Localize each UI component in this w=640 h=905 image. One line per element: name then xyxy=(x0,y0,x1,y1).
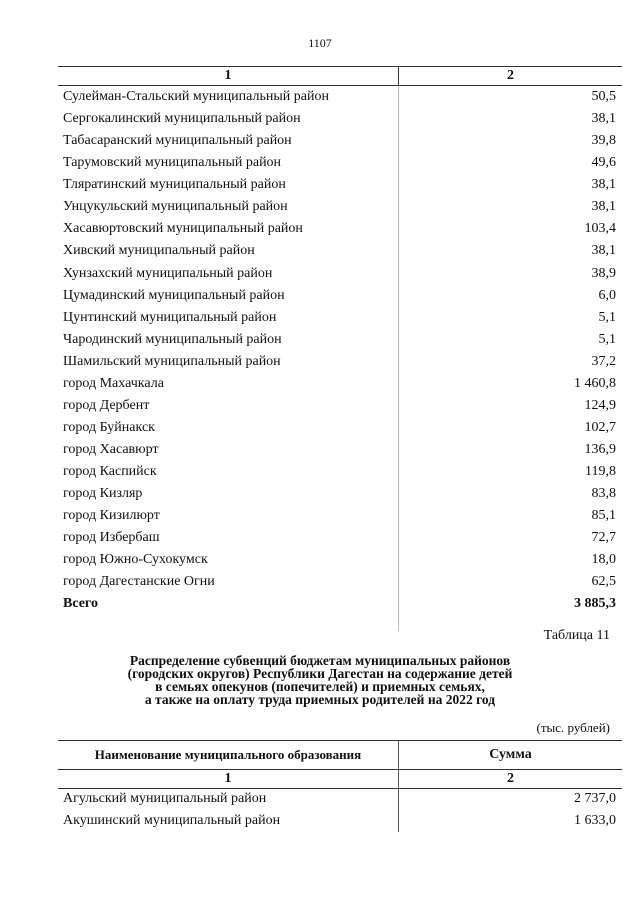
column-number-2: 2 xyxy=(507,771,514,786)
table-2 xyxy=(58,740,622,829)
table-row xyxy=(58,196,622,218)
table-row xyxy=(58,505,622,527)
total-label: Всего xyxy=(63,596,98,612)
row-name: Унцукульский муниципальный район xyxy=(63,199,288,215)
row-name: город Каспийск xyxy=(63,464,157,480)
table-row xyxy=(58,439,622,461)
table-caption xyxy=(80,654,560,706)
row-name: Сулейман-Стальский муниципальный район xyxy=(63,89,329,104)
row-value: 6,0 xyxy=(598,287,616,303)
row-value: 1 460,8 xyxy=(574,375,616,391)
table-row xyxy=(58,218,622,240)
row-value: 72,7 xyxy=(591,530,616,546)
row-name: Чародинский муниципальный район xyxy=(63,331,282,347)
row-name: Сергокалинский муниципальный район xyxy=(63,111,301,127)
row-value: 37,2 xyxy=(591,353,616,369)
row-name: Акушинский муниципальный район xyxy=(63,813,281,829)
row-name: город Кизилюрт xyxy=(63,508,160,524)
table-2-column-numbers xyxy=(58,770,622,789)
table-1 xyxy=(58,66,622,612)
table-row xyxy=(58,108,622,130)
row-value: 102,7 xyxy=(584,419,616,435)
row-value: 50,5 xyxy=(591,89,616,104)
table-row xyxy=(58,417,622,439)
table-1-body xyxy=(58,86,622,616)
table-row xyxy=(58,263,622,285)
row-value: 38,1 xyxy=(591,243,616,259)
row-name: Тарумовский муниципальный район xyxy=(63,155,282,171)
row-value: 5,1 xyxy=(598,331,616,347)
table-row xyxy=(58,395,622,417)
row-name: город Избербаш xyxy=(63,530,160,546)
row-name: Хунзахский муниципальный район xyxy=(63,265,273,281)
table-row xyxy=(58,788,622,810)
row-name: город Хасавюрт xyxy=(63,442,159,457)
row-value: 18,0 xyxy=(591,552,616,568)
table-row xyxy=(58,810,622,832)
row-name: Цумадинский муниципальный район xyxy=(63,287,285,303)
row-value: 2 737,0 xyxy=(574,791,616,806)
caption-line: (городских округов) Республики Дагестан на содержание детей xyxy=(127,666,513,681)
table-label: Таблица 11 xyxy=(543,628,610,643)
row-value: 38,9 xyxy=(591,265,616,281)
caption-line: в семьях опекунов (попечителей) и приемных семьях, xyxy=(155,679,485,694)
row-value: 62,5 xyxy=(591,574,616,590)
row-value: 103,4 xyxy=(584,221,616,237)
row-name: город Кизляр xyxy=(63,486,143,502)
row-value: 119,8 xyxy=(585,464,616,480)
units-label: (тыс. рублей) xyxy=(536,720,610,735)
column-header-sum: Сумма xyxy=(489,747,532,762)
table-row xyxy=(58,373,622,395)
table-row xyxy=(58,461,622,483)
row-value: 5,1 xyxy=(598,309,616,325)
row-value: 38,1 xyxy=(591,199,616,215)
table-row xyxy=(58,285,622,307)
row-name: город Южно-Сухокумск xyxy=(63,552,208,568)
row-value: 1 633,0 xyxy=(574,813,616,829)
page-number: 1107 xyxy=(308,36,332,50)
row-name: город Дербент xyxy=(63,397,150,413)
table-row xyxy=(58,174,622,196)
row-value: 49,6 xyxy=(591,155,616,171)
table-row xyxy=(58,240,622,262)
table-1-col2-number: 2 xyxy=(507,68,514,83)
row-value: 38,1 xyxy=(591,111,616,127)
table-row xyxy=(58,130,622,152)
row-value: 83,8 xyxy=(591,486,616,502)
row-value: 38,1 xyxy=(591,177,616,193)
caption-line: а также на оплату труда приемных родителей на 2022 год xyxy=(144,692,496,707)
table-row xyxy=(58,307,622,329)
table-row xyxy=(58,329,622,351)
caption-line: Распределение субвенций бюджетам муниципальных районов xyxy=(129,653,511,668)
table-row xyxy=(58,152,622,174)
row-value: 39,8 xyxy=(591,133,616,149)
row-name: Агульский муниципальный район xyxy=(63,791,267,806)
row-name: город Махачкала xyxy=(63,375,164,391)
table-row xyxy=(58,86,622,108)
table-row xyxy=(58,483,622,505)
table-2-header xyxy=(58,740,622,770)
row-name: Табасаранский муниципальный район xyxy=(63,133,292,149)
column-number-1: 1 xyxy=(224,771,232,786)
table-row xyxy=(58,351,622,373)
row-name: Хивский муниципальный район xyxy=(63,243,255,259)
row-value: 85,1 xyxy=(591,508,616,524)
total-value: 3 885,3 xyxy=(574,596,616,612)
row-name: Шамильский муниципальный район xyxy=(63,353,281,369)
row-name: город Буйнакск xyxy=(63,419,155,435)
row-name: Тляратинский муниципальный район xyxy=(63,177,286,193)
table-row xyxy=(58,571,622,593)
row-name: Хасавюртовский муниципальный район xyxy=(63,221,303,237)
table-2-body xyxy=(58,788,622,832)
row-name: город Дагестанские Огни xyxy=(63,574,215,590)
table-row xyxy=(58,549,622,571)
row-name: Цунтинский муниципальный район xyxy=(63,309,277,325)
table-row xyxy=(58,527,622,549)
row-value: 124,9 xyxy=(584,397,616,413)
total-row xyxy=(58,593,622,615)
table-1-header xyxy=(58,66,622,86)
table-1-col1-number: 1 xyxy=(224,68,232,83)
column-header-name: Наименование муниципального образования xyxy=(94,747,362,762)
row-value: 136,9 xyxy=(584,442,616,457)
